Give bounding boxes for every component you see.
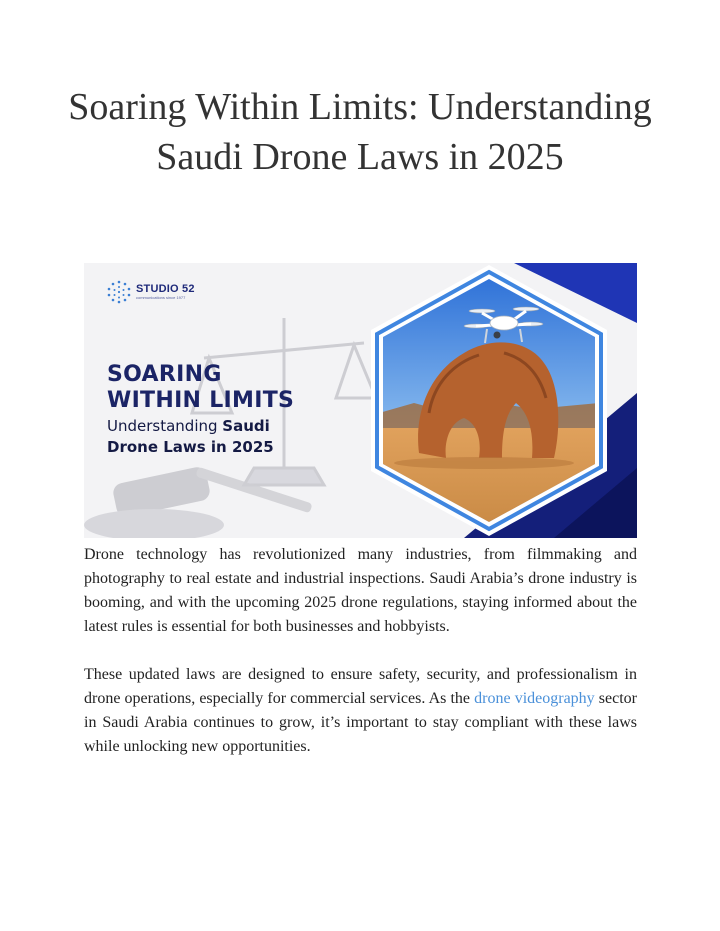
drone-videography-link[interactable]: drone videography: [474, 690, 595, 707]
banner-subheading-line2: Drone Laws in 2025: [107, 438, 274, 456]
banner-subheading-line1: Understanding Saudi: [107, 417, 270, 435]
banner-headline: [107, 362, 367, 457]
intro-paragraph: Drone technology has revolutionized many industries, from filmmaking and photography to real estate and industrial inspections. Saudi Arabia’s drone industry is booming, and with the upcoming 2025 drone regulations, staying informed about the latest rules is essential for both businesses and hobbyists.: [84, 546, 637, 635]
hero-banner-image: [84, 263, 637, 538]
banner-headline-line1: SOARING: [107, 362, 222, 387]
banner-headline-line2: WITHIN LIMITS: [107, 388, 295, 413]
logo-wordmark: STUDIO 52: [136, 283, 195, 295]
logo-mark-icon: [106, 279, 132, 305]
logo-tagline: communications since 1977: [136, 295, 186, 300]
second-paragraph: These updated laws are designed to ensure safety, security, and professionalism in drone operations, especially for commercial services. As the drone videography sector in Saudi Arabia continues to grow, it’s important to stay compliant with these laws while unlocking new opportunities.: [84, 666, 638, 755]
document-title: Soaring Within Limits: Understanding Saudi Drone Laws in 2025: [68, 86, 652, 178]
studio52-logo: [106, 279, 195, 305]
